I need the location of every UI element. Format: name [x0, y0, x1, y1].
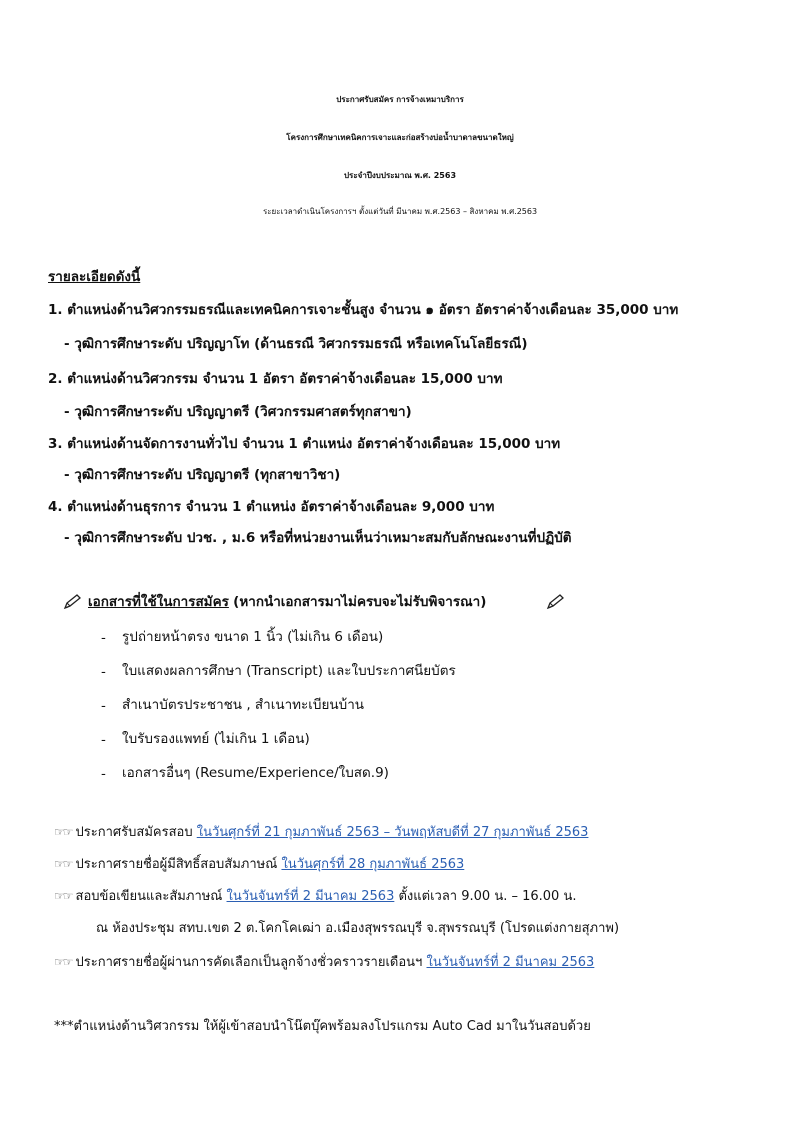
pointing-hand-icon: ☞☞: [54, 825, 72, 839]
position-4: 4. ตำแหน่งด้านธุรการ จำนวน 1 ตำแหน่ง อัตราค่าจ้างเดือนละ 9,000 บาท: [48, 499, 495, 515]
schedule-eligible: ☞☞ ประกาศรายชื่อผู้มีสิทธิ์สอบสัมภาษณ์ ในวันศุกร์ที่ 28 กุมภาพันธ์ 2563: [54, 857, 465, 872]
bullet-dash: -: [101, 664, 106, 680]
position-1: 1. ตำแหน่งด้านวิศวกรรมธรณีและเทคนิคการเจาะชั้นสูง จำนวน ๑ อัตรา อัตราค่าจ้างเดือนละ 35,000 บาท: [48, 302, 679, 318]
position-4-qualification: - วุฒิการศึกษาระดับ ปวช. , ม.6 หรือที่หน่วยงานเห็นว่าเหมาะสมกับลักษณะงานที่ปฏิบัติ: [64, 530, 572, 546]
schedule-exam: ☞☞ สอบข้อเขียนและสัมภาษณ์ ในวันจันทร์ที่ 2 มีนาคม 2563 ตั้งแต่เวลา 9.00 น. – 16.00 น.: [54, 889, 577, 904]
pencil-icon: [63, 594, 83, 610]
title-line-1: ประกาศรับสมัคร การจ้างเหมาบริการ: [336, 95, 464, 104]
apply-date: ในวันศุกร์ที่ 21 กุมภาพันธ์ 2563 – วันพฤหัสบดีที่ 27 กุมภาพันธ์ 2563: [196, 825, 589, 840]
pointing-hand-icon: ☞☞: [54, 889, 72, 903]
exam-time: ตั้งแต่เวลา 9.00 น. – 16.00 น.: [398, 889, 577, 904]
title-line-3: ประจำปีงบประมาณ พ.ศ. 2563: [343, 171, 457, 180]
result-date: ในวันจันทร์ที่ 2 มีนาคม 2563: [426, 955, 595, 970]
position-3-qualification: - วุฒิการศึกษาระดับ ปริญญาตรี (ทุกสาขาวิชา): [64, 467, 341, 483]
bullet-dash: -: [101, 732, 106, 748]
position-2: 2. ตำแหน่งด้านวิศวกรรม จำนวน 1 อัตรา อัตราค่าจ้างเดือนละ 15,000 บาท: [48, 371, 503, 387]
schedule-apply: ☞☞ ประกาศรับสมัครสอบ ในวันศุกร์ที่ 21 กุมภาพันธ์ 2563 – วันพฤหัสบดีที่ 27 กุมภาพันธ์ 2563: [54, 825, 589, 840]
position-2-qualification: - วุฒิการศึกษาระดับ ปริญญาตรี (วิศวกรรมศาสตร์ทุกสาขา): [64, 404, 412, 420]
bullet-dash: -: [101, 766, 106, 782]
bullet-dash: -: [101, 698, 106, 714]
engineering-note: ***ตำแหน่งด้านวิศวกรรม ให้ผู้เข้าสอบนำโน๊ตบุ๊คพร้อมลงโปรแกรม Auto Cad มาในวันสอบด้วย: [54, 1019, 591, 1034]
document-item: รูปถ่ายหน้าตรง ขนาด 1 นิ้ว (ไม่เกิน 6 เดือน): [122, 629, 384, 645]
pencil-icon: [546, 594, 566, 610]
exam-date: ในวันจันทร์ที่ 2 มีนาคม 2563: [226, 889, 395, 904]
document-item: เอกสารอื่นๆ (Resume/Experience/ใบสด.9): [122, 765, 389, 781]
document-item: สำเนาบัตรประชาชน , สำเนาทะเบียนบ้าน: [122, 697, 365, 713]
exam-place: ณ ห้องประชุม สทบ.เขต 2 ต.โคกโคเฒ่า อ.เมืองสุพรรณบุรี จ.สุพรรณบุรี (โปรดแต่งกายสุภาพ): [96, 921, 620, 936]
documents-heading-row: [88, 595, 486, 610]
pointing-hand-icon: ☞☞: [54, 955, 72, 969]
title-line-2: โครงการศึกษาเทคนิคการเจาะและก่อสร้างบ่อน้ำบาดาลขนาดใหญ่: [286, 133, 514, 142]
eligible-date: ในวันศุกร์ที่ 28 กุมภาพันธ์ 2563: [281, 857, 465, 872]
details-heading: รายละเอียดดังนี้: [48, 269, 141, 285]
documents-heading-note: (หากนำเอกสารมาไม่ครบจะไม่รับพิจารณา): [233, 594, 487, 610]
position-1-qualification: - วุฒิการศึกษาระดับ ปริญญาโท (ด้านธรณี วิศวกรรมธรณี หรือเทคโนโลยีธรณี): [64, 336, 528, 352]
documents-heading: เอกสารที่ใช้ในการสมัคร: [88, 594, 229, 610]
document-item: ใบแสดงผลการศึกษา (Transcript) และใบประกาศนียบัตร: [122, 663, 456, 679]
project-period: ระยะเวลาดำเนินโครงการฯ ตั้งแต่วันที่ มีนาคม พ.ศ.2563 – สิงหาคม พ.ศ.2563: [262, 207, 538, 216]
document-item: ใบรับรองแพทย์ (ไม่เกิน 1 เดือน): [122, 731, 310, 747]
pointing-hand-icon: ☞☞: [54, 857, 72, 871]
bullet-dash: -: [101, 630, 106, 646]
position-3: 3. ตำแหน่งด้านจัดการงานทั่วไป จำนวน 1 ตำแหน่ง อัตราค่าจ้างเดือนละ 15,000 บาท: [48, 436, 561, 452]
schedule-result: ☞☞ ประกาศรายชื่อผู้ผ่านการคัดเลือกเป็นลูกจ้างชั่วคราวรายเดือนฯ ในวันจันทร์ที่ 2 มีนาคม 2563: [54, 955, 595, 970]
